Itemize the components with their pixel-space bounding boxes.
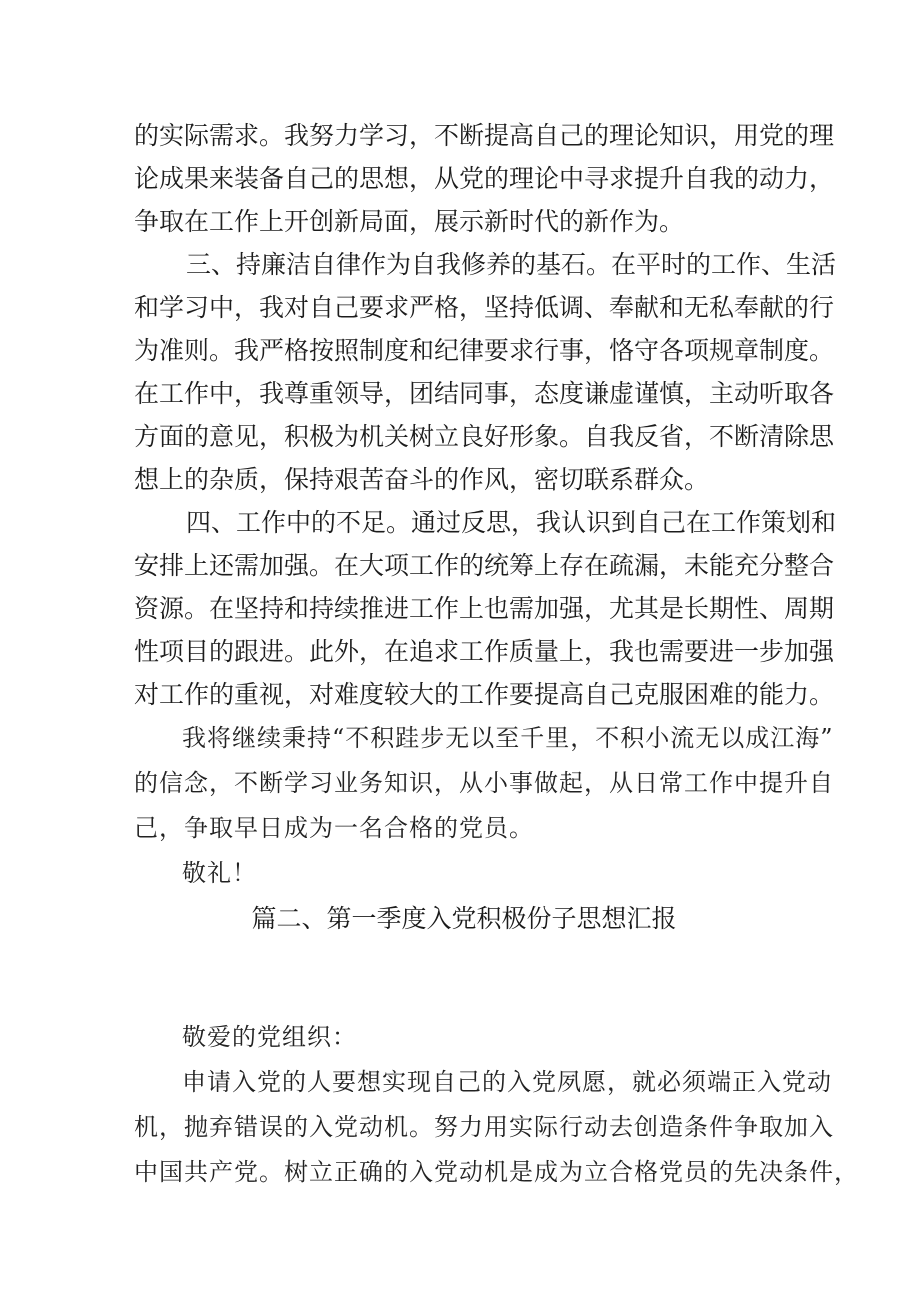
text-line: 的信念，不断学习业务知识，从小事做起，从日常工作中提升自 (134, 769, 834, 797)
text-line: 资源。在坚持和持续推进工作上也需加强，尤其是长期性、周期 (134, 594, 835, 623)
paragraph-closing (134, 716, 834, 851)
text-line: 在工作中，我尊重领导，团结同事，态度谦虚谨慎，主动听取各 (134, 379, 835, 408)
title-spacer (134, 941, 794, 1015)
text-line: 三、持廉洁自律作为自我修养的基石。在平时的工作、生活 (186, 250, 837, 279)
text-line: 性项目的跟进。此外，在追求工作质量上，我也需要进一步加强 (134, 637, 835, 666)
text-line: 申请入党的人要想实现自己的入党夙愿，就必须端正入党动 (182, 1068, 832, 1096)
text-line: 争取在工作上开创新局面，展示新时代的新作为。 (134, 207, 685, 236)
text-line: 机，抛弃错误的入党动机。努力用实际行动去创造条件争取加入 (134, 1113, 834, 1141)
text-line: 己，争取早日成为一名合格的党员。 (134, 814, 534, 842)
text-line: 安排上还需加强。在大项工作的统筹上存在疏漏，未能充分整合 (134, 551, 835, 580)
paragraph-continued (134, 114, 835, 243)
paragraph-section-three (134, 243, 837, 501)
text-line: 对工作的重视，对难度较大的工作要提高自己克服困难的能力。 (134, 680, 835, 709)
greeting: 敬爱的党组织： (182, 1023, 357, 1051)
text-line: 我将继续秉持“不积跬步无以至千里，不积小流无以成江海” (182, 724, 834, 752)
paragraph-article-two (134, 1060, 859, 1195)
text-line: 和学习中，我对自己要求严格，坚持低调、奉献和无私奉献的行 (134, 293, 835, 322)
paragraph-section-four (134, 501, 837, 716)
article-two-title: 篇二、第一季度入党积极份子思想汇报 (251, 904, 677, 933)
text-line: 想上的杂质，保持艰苦奋斗的作风，密切联系群众。 (134, 465, 710, 494)
text-line: 的实际需求。我努力学习，不断提高自己的理论知识，用党的理 (134, 121, 835, 150)
salutation: 敬礼！ (182, 859, 257, 887)
text-line: 论成果来装备自己的思想，从党的理论中寻求提升自我的动力， (134, 164, 835, 193)
text-line: 四、工作中的不足。通过反思，我认识到自己在工作策划和 (186, 508, 837, 537)
text-line: 为准则。我严格按照制度和纪律要求行事，恪守各项规章制度。 (134, 336, 835, 365)
text-line: 方面的意见，积极为机关树立良好形象。自我反省，不断清除思 (134, 422, 835, 451)
document-body (134, 114, 859, 1195)
text-line: 中国共产党。树立正确的入党动机是成为立合格党员的先决条件， (134, 1158, 859, 1186)
